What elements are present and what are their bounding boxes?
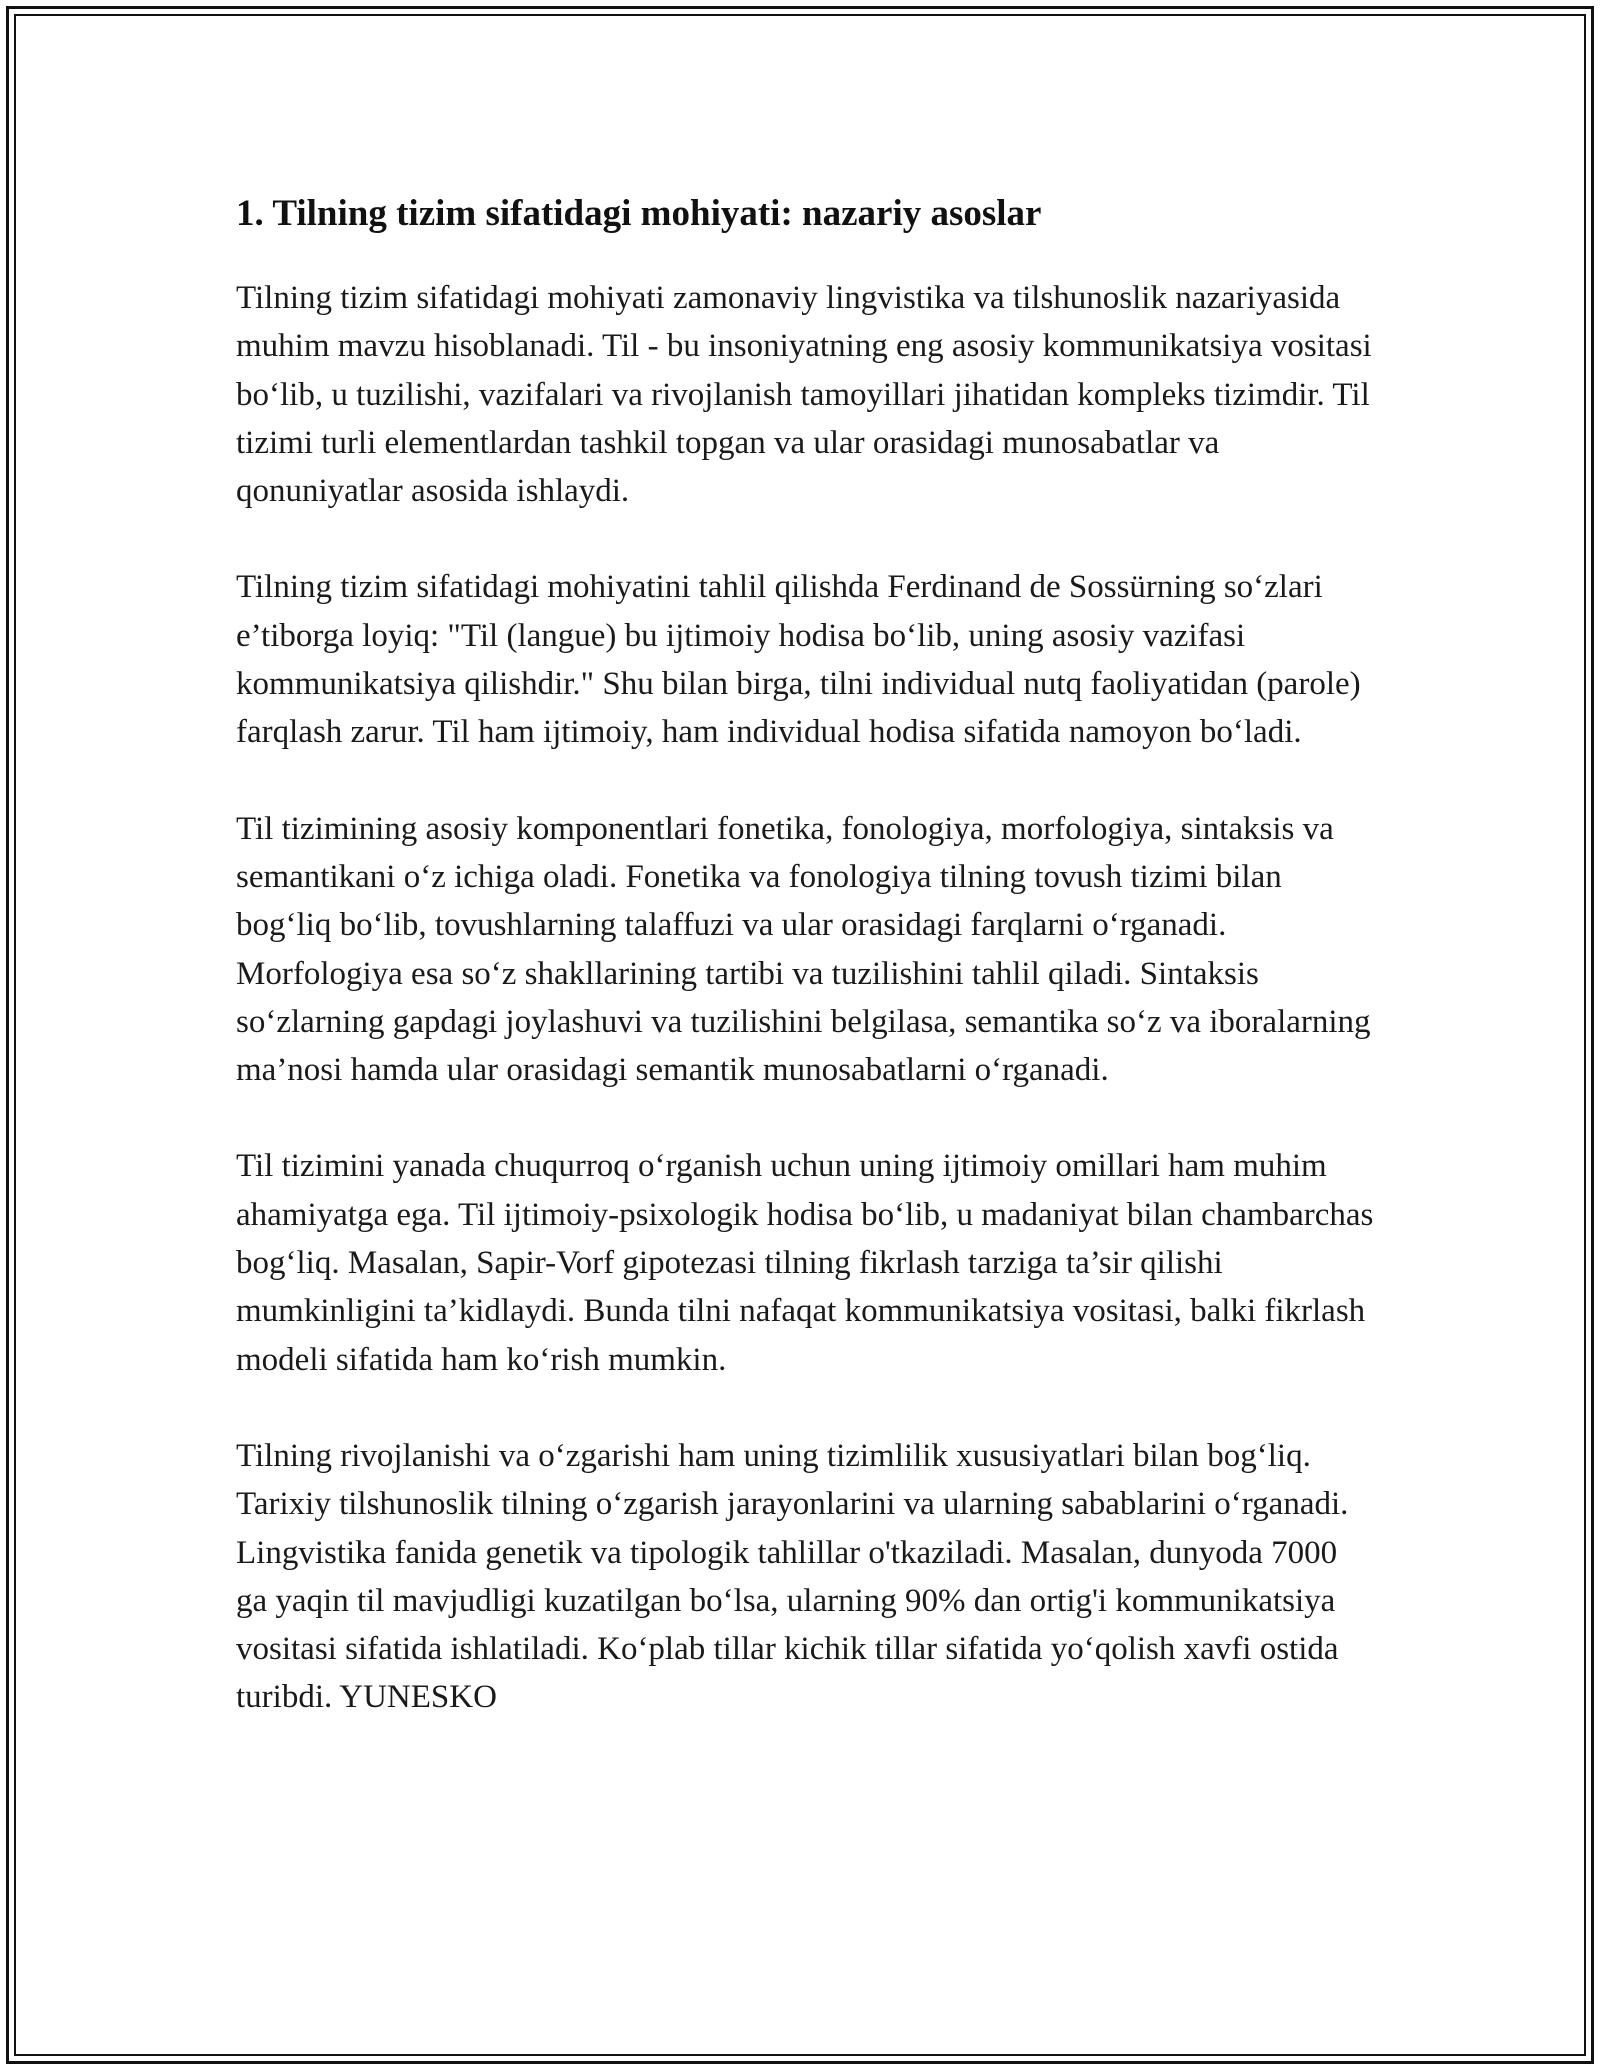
paragraph-4: Til tizimini yanada chuqurroq o‘rganish uchun uning ijtimoiy omillari ham muhim ahamiyatga ega. Til ijtimoiy-psixologik hodisa bo‘lib, u madaniyat bilan chambarchas bog‘liq. Masalan, Sapir-Vorf gipotezasi tilning fikrlash tarziga ta’sir qilishi mumkinligini ta’kidlaydi. Bunda tilni nafaqat kommunikatsiya vositasi, balki fikrlash modeli sifatida ham ko‘rish mumkin. xyxy=(236,1148,1374,1378)
paragraph-3: Til tizimining asosiy komponentlari fonetika, fonologiya, morfologiya, sintaksis va semantikani o‘z ichiga oladi. Fonetika va fonologiya tilning tovush tizimi bilan bog‘liq bo‘lib, tovushlarning talaffuzi va ular orasidagi farqlarni o‘rganadi. Morfologiya esa so‘z shakllarining tartibi va tuzilishini tahlil qiladi. Sintaksis so‘zlarning gapdagi joylashuvi va tuzilishini belgilasa, semantika so‘z va iboralarning ma’nosi hamda ular orasidagi semantik munosabatlarni o‘rganadi. xyxy=(236,810,1371,1089)
paragraph-2: Tilning tizim sifatidagi mohiyatini tahlil qilishda Ferdinand de Sossürning so‘zlari e’tiborga loyiq: "Til (langue) bu ijtimoiy hodisa bo‘lib, uning asosiy vazifasi kommunikatsiya qilishdir." Shu bilan birga, tilni individual nutq faoliyatidan (parole) farqlash zarur. Til ham ijtimoiy, ham individual hodisa sifatida namoyon bo‘ladi. xyxy=(236,569,1361,751)
paragraph-1: Tilning tizim sifatidagi mohiyati zamonaviy lingvistika va tilshunoslik nazariyasida muhim mavzu hisoblanadi. Til - bu insoniyatning eng asosiy kommunikatsiya vositasi bo‘lib, u tuzilishi, vazifalari va rivojlanish tamoyillari jihatidan kompleks tizimdir. Til tizimi turli elementlardan tashkil topgan va ular orasidagi munosabatlar va qonuniyatlar asosida ishlaydi. xyxy=(236,280,1372,510)
section-heading: 1. Tilning tizim sifatidagi mohiyati: nazariy asoslar xyxy=(236,193,1042,234)
paragraph-5: Tilning rivojlanishi va o‘zgarishi ham uning tizimlilik xususiyatlari bilan bog‘liq. Tarixiy tilshunoslik tilning o‘zgarish jarayonlarini va ularning sabablarini o‘rganadi. Lingvistika fanida genetik va tipologik tahlillar o'tkaziladi. Masalan, dunyoda 7000 ga yaqin til mavjudligi kuzatilgan bo‘lsa, ularning 90% dan ortig'i kommunikatsiya vositasi sifatida ishlatiladi. Ko‘plab tillar kichik tillar sifatida yo‘qolish xavfi ostida turibdi. YUNESKO xyxy=(236,1437,1349,1716)
document-body xyxy=(236,186,1376,1770)
